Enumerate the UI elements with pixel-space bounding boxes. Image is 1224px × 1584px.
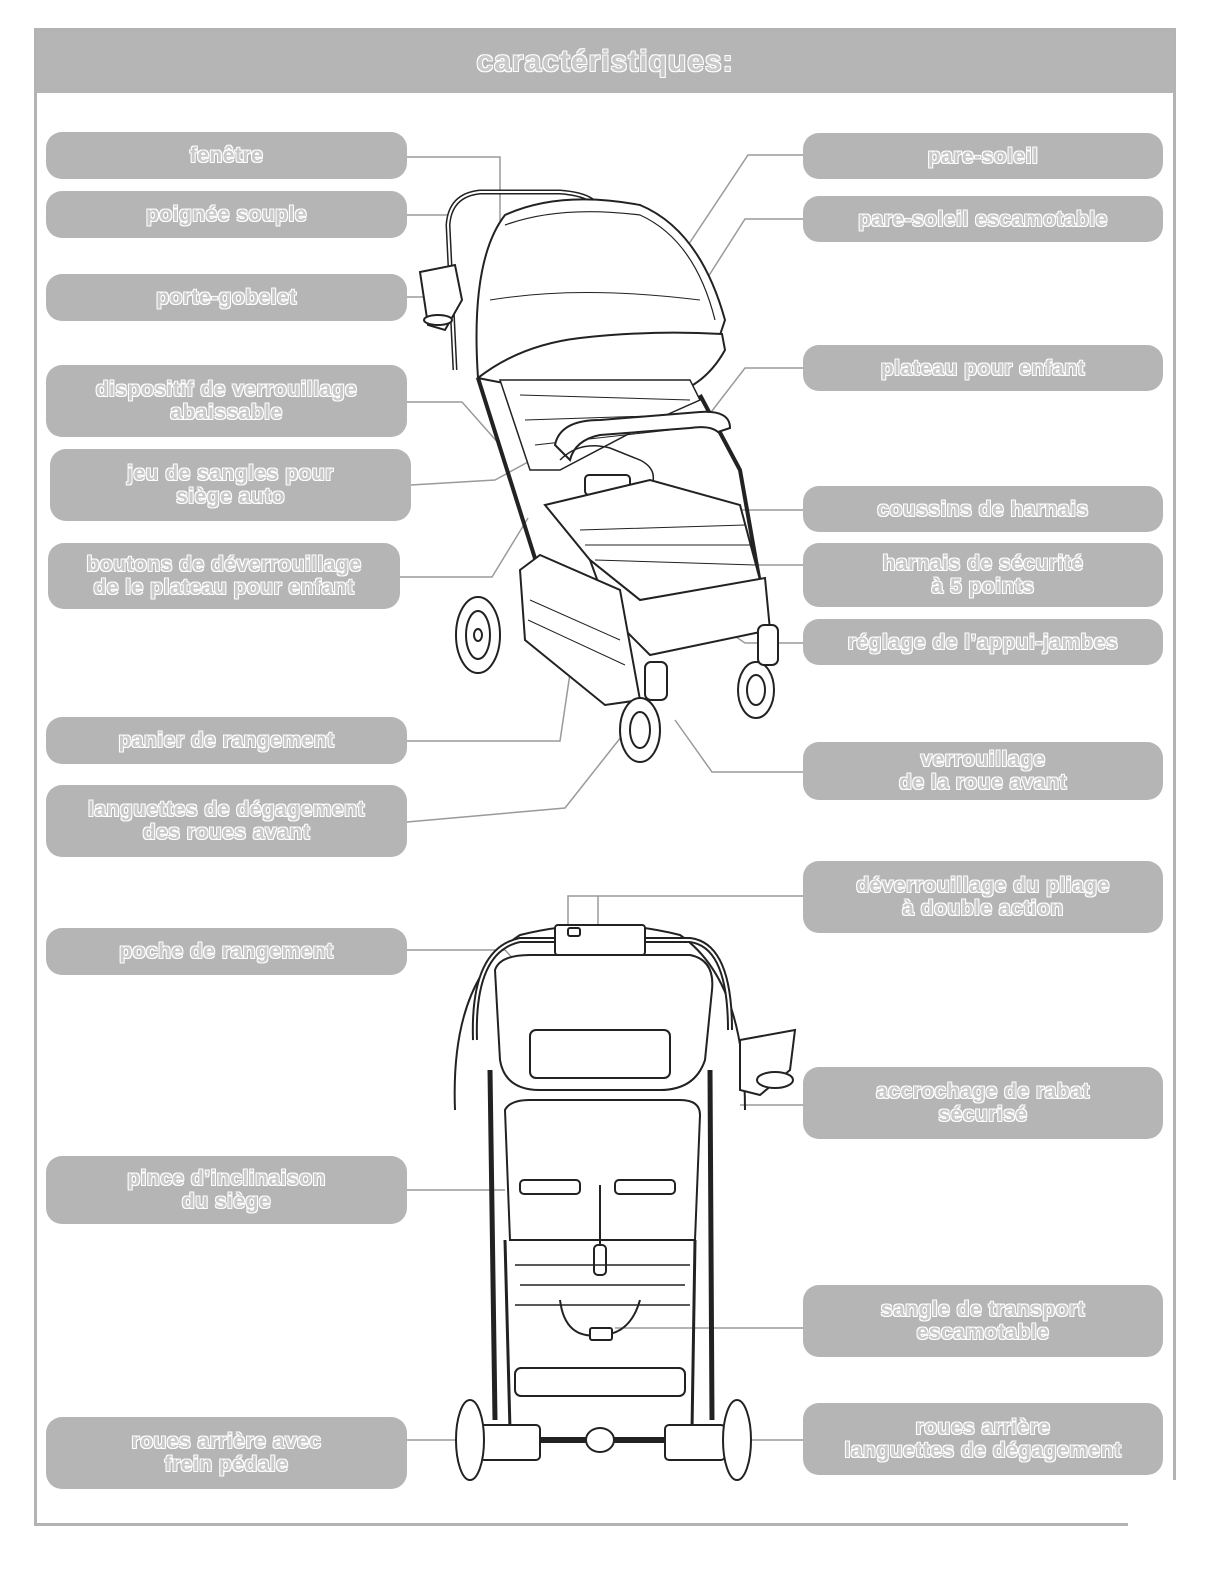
label-languettes-roues-avant: languettes de dégagement des roues avant: [46, 785, 407, 857]
label-pare-soleil-escamotable: pare-soleil escamotable: [803, 196, 1163, 242]
label-dispositif-verrouillage: dispositif de verrouillage abaissable: [46, 365, 407, 437]
label-roues-arriere-languettes: roues arrière languettes de dégagement: [803, 1403, 1163, 1475]
label-reglage-appui-jambes: réglage de l’appui-jambes: [803, 619, 1163, 665]
label-deverrouillage-pliage: déverrouillage du pliage à double action: [803, 861, 1163, 933]
label-panier-de-rangement: panier de rangement: [46, 717, 407, 764]
label-coussins-de-harnais: coussins de harnais: [803, 486, 1163, 532]
label-boutons-deverrouillage: boutons de déverrouillage de le plateau pour enfant: [48, 543, 400, 609]
label-verrouillage-roue-avant: verrouillage de la roue avant: [803, 742, 1163, 800]
label-poche-de-rangement: poche de rangement: [46, 928, 407, 975]
label-sangle-de-transport: sangle de transport escamotable: [803, 1285, 1163, 1357]
label-porte-gobelet: porte-gobelet: [46, 274, 407, 321]
label-roues-arriere-frein: roues arrière avec frein pédale: [46, 1417, 407, 1489]
label-fenetre: fenêtre: [46, 132, 407, 179]
label-pare-soleil: pare-soleil: [803, 133, 1163, 179]
stroller-front-view: [420, 192, 778, 762]
label-jeu-de-sangles: jeu de sangles pour siège auto: [50, 449, 411, 521]
label-pince-inclinaison: pince d’inclinaison du siège: [46, 1156, 407, 1224]
page-title: caractéristiques:: [476, 45, 734, 78]
label-poignee-souple: poignée souple: [46, 191, 407, 238]
stroller-rear-view: [455, 925, 795, 1480]
label-harnais-5-points: harnais de sécurité à 5 points: [803, 543, 1163, 607]
label-accrochage-rabat: accrochage de rabat sécurisé: [803, 1067, 1163, 1139]
label-plateau-pour-enfant: plateau pour enfant: [803, 345, 1163, 391]
